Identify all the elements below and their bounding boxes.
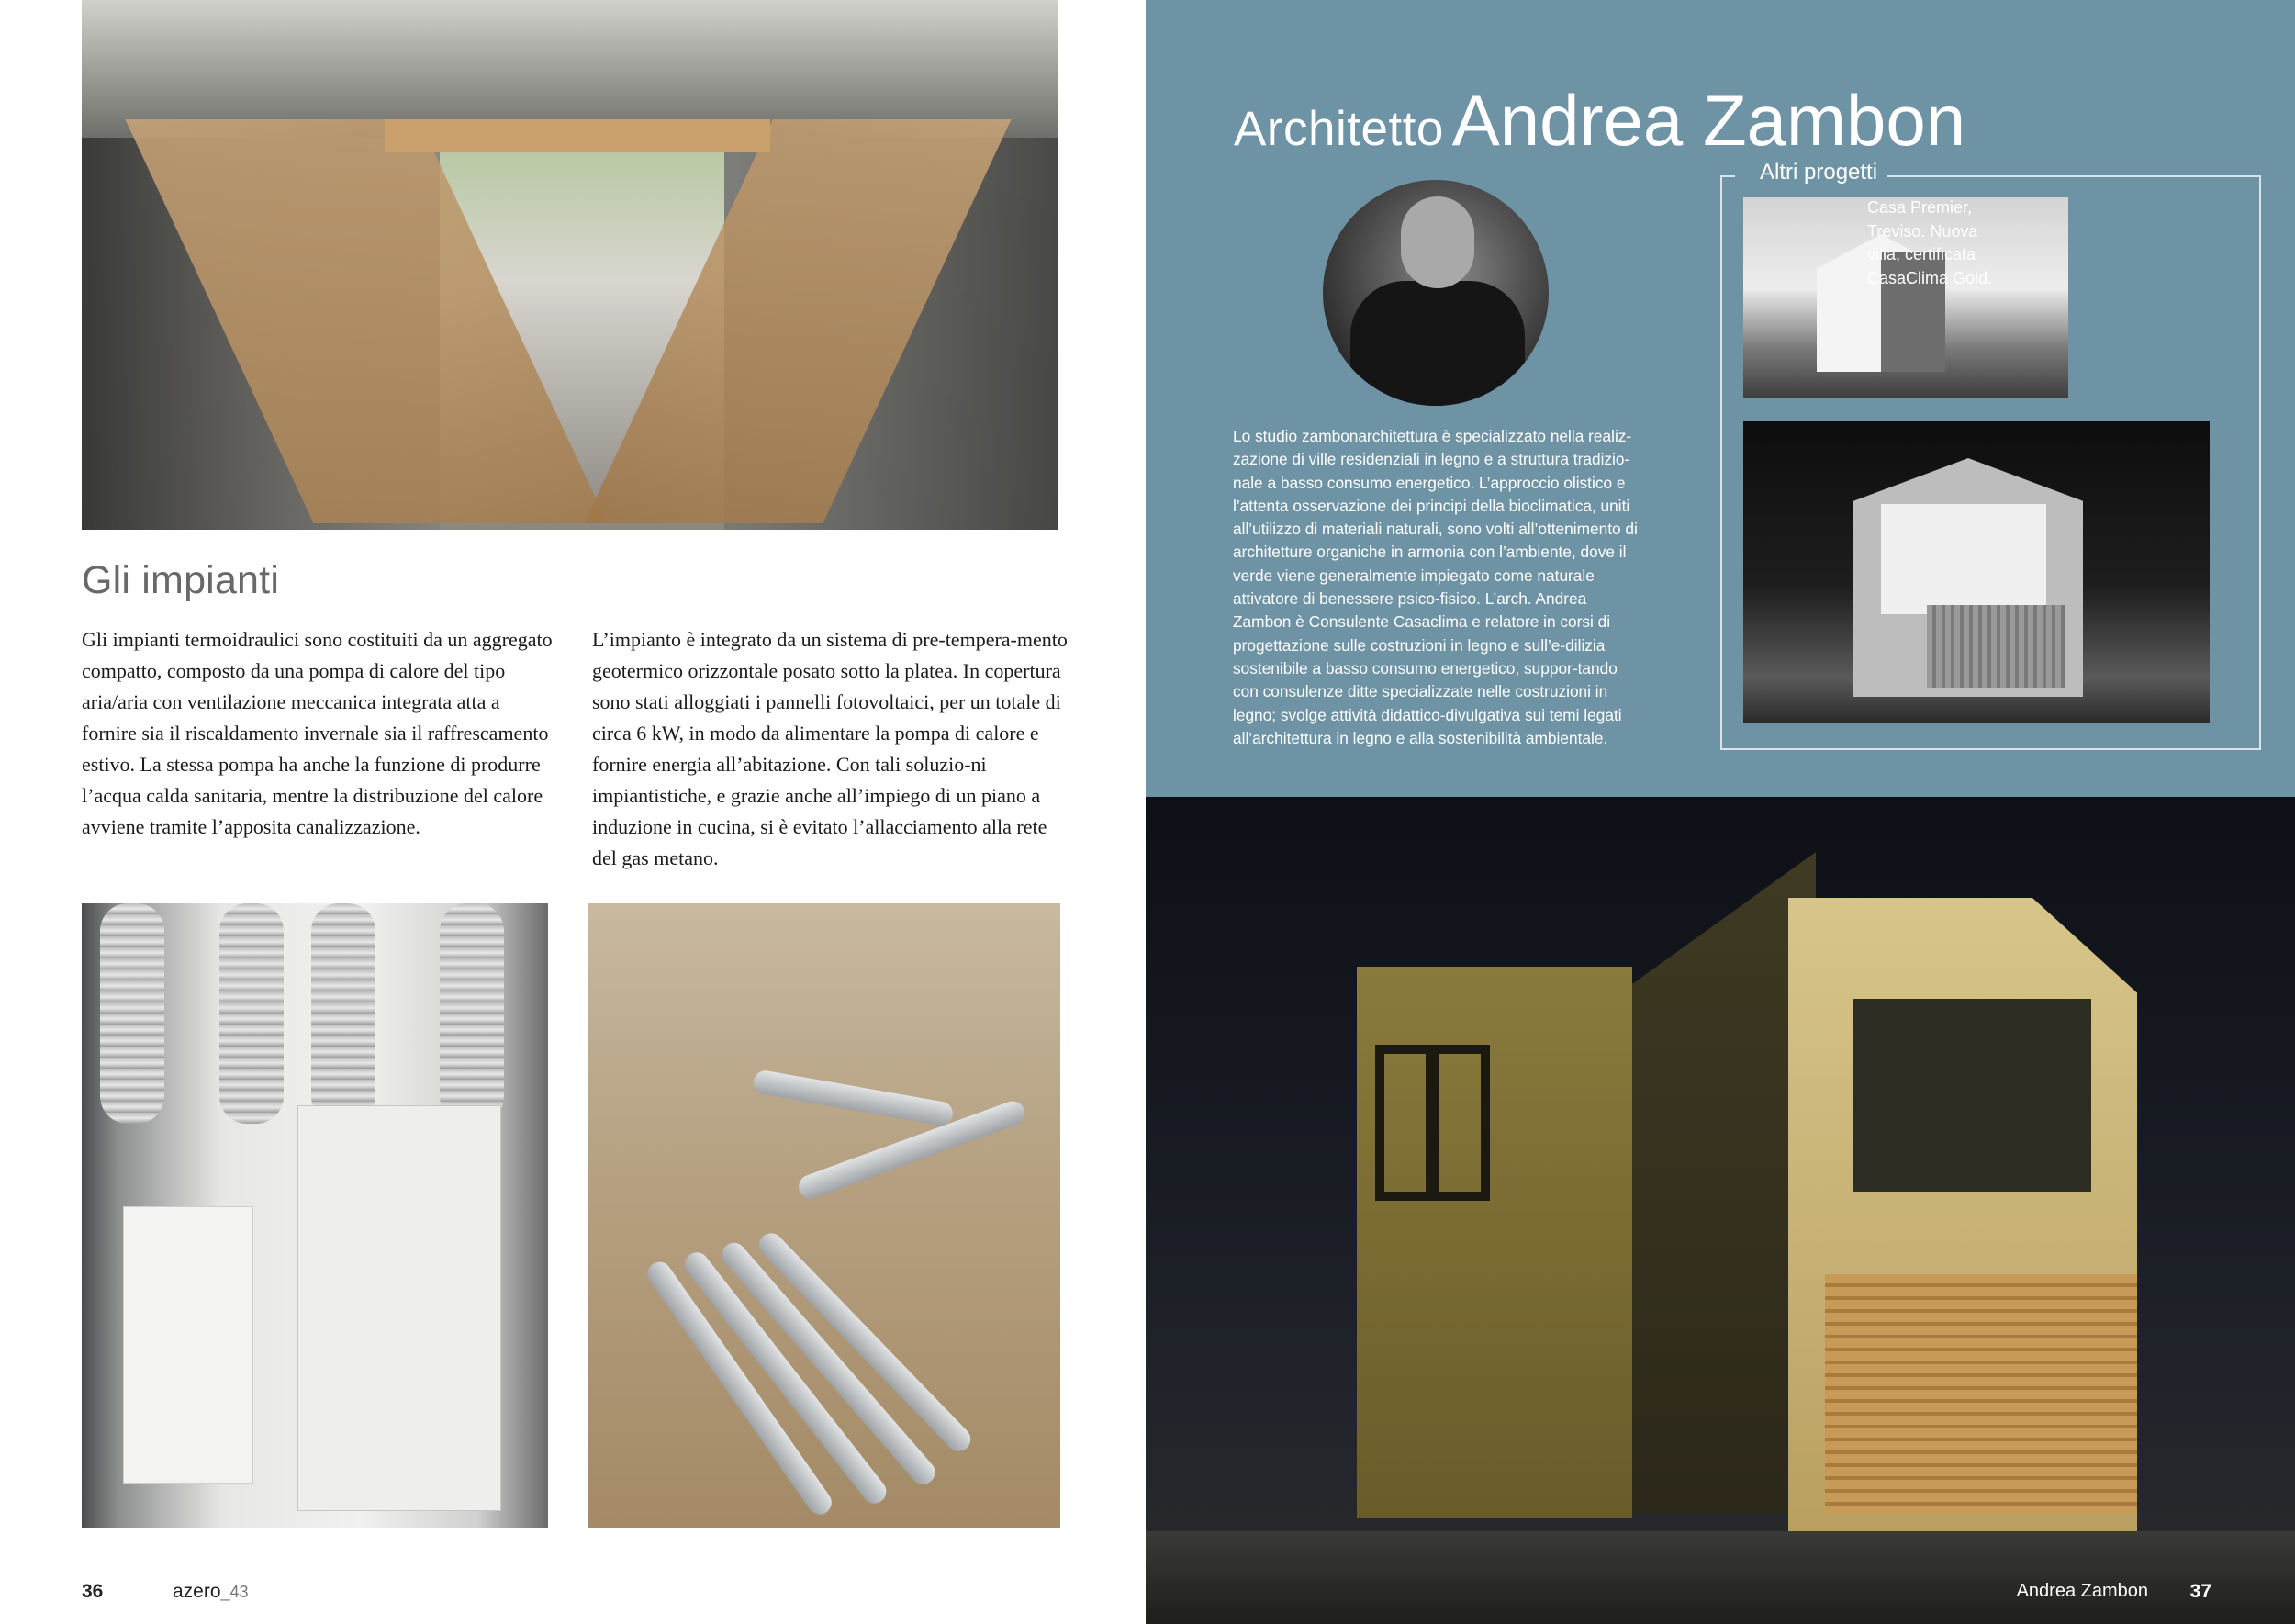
title-name: Andrea Zambon xyxy=(1451,80,1966,161)
interior-atrium-photo xyxy=(82,0,1058,530)
architect-portrait-photo xyxy=(1323,180,1549,406)
body-column-1: Gli impianti termoidraulici sono costituiti da un aggregato compatto, composto da una pompa di calore del tipo aria/aria con ventilazione meccanica integrata atta a fornire sia il riscaldamento invernale sia il raffrescamento estivo. La stessa pompa ha anche la funzione di produrre l’acqua calda sanitaria, mentre la distribuzione del calore avviene tramite l’apposita canalizzazione. xyxy=(82,628,553,838)
right-page xyxy=(1146,0,2295,1624)
magazine-name xyxy=(173,1581,249,1603)
magazine-title: azero xyxy=(173,1581,221,1602)
page-number-left: 36 xyxy=(82,1581,104,1602)
page-number-right: 37 xyxy=(2189,1581,2211,1602)
magazine-issue: _43 xyxy=(220,1583,249,1601)
section-heading: Gli impianti xyxy=(82,558,280,602)
floor-pipes-photo xyxy=(588,903,1060,1528)
architect-bio: Lo studio zambonarchitettura è specializzato nella realiz-zazione di ville residenziali in legno e a struttura tradizio-nale a basso consumo energetico. L’approccio olistico e l’attenta osservazione dei principi della bioclimatica, uniti all’utilizzo di materiali naturali, sono volti all’ottenimento di architetture organiche in armonia con l’ambiente, dove il verde viene generalmente impiegato come naturale attivatore di benessere psico-fisico. L’arch. Andrea Zambon è Consulente Casaclima e relatore in corsi di progettazione sulle costruzioni in legno e sull’e-dilizia sostenibile a basso consumo energetico, suppor-tando con consulenze ditte specializzate nelle costruzioni in legno; svolge attività didattico-divulgativa sui temi legati all’architettura in legno e alla sostenibilità ambientale. xyxy=(1233,427,1638,747)
heat-pump-unit-photo xyxy=(82,903,548,1528)
casa-premier-night-photo xyxy=(1743,421,2210,723)
architect-title xyxy=(1234,79,1965,162)
title-prefix: Architetto xyxy=(1234,102,1444,156)
other-projects-label: Altri progetti xyxy=(1760,160,1878,185)
house-night-photo xyxy=(1146,797,2295,1624)
left-page xyxy=(0,0,1146,1624)
casa-premier-caption: Casa Premier, Treviso. Nuova villa, certificata CasaClima Gold. xyxy=(1867,198,1993,287)
body-column-2: L’impianto è integrato da un sistema di pre-tempera-mento geotermico orizzontale posato sotto la platea. In copertura sono stati alloggiati i pannelli fotovoltaici, per un totale di circa 6 kW, in modo da alimentare la pompa di calore e fornire energia all’abitazione. Con tali soluzio-ni impiantistiche, e grazie anche all’impiego di un piano a induzione in cucina, si è evitato l’allacciamento alla rete del gas metano. xyxy=(592,628,1068,869)
photo-credit: Andrea Zambon xyxy=(2016,1581,2148,1601)
